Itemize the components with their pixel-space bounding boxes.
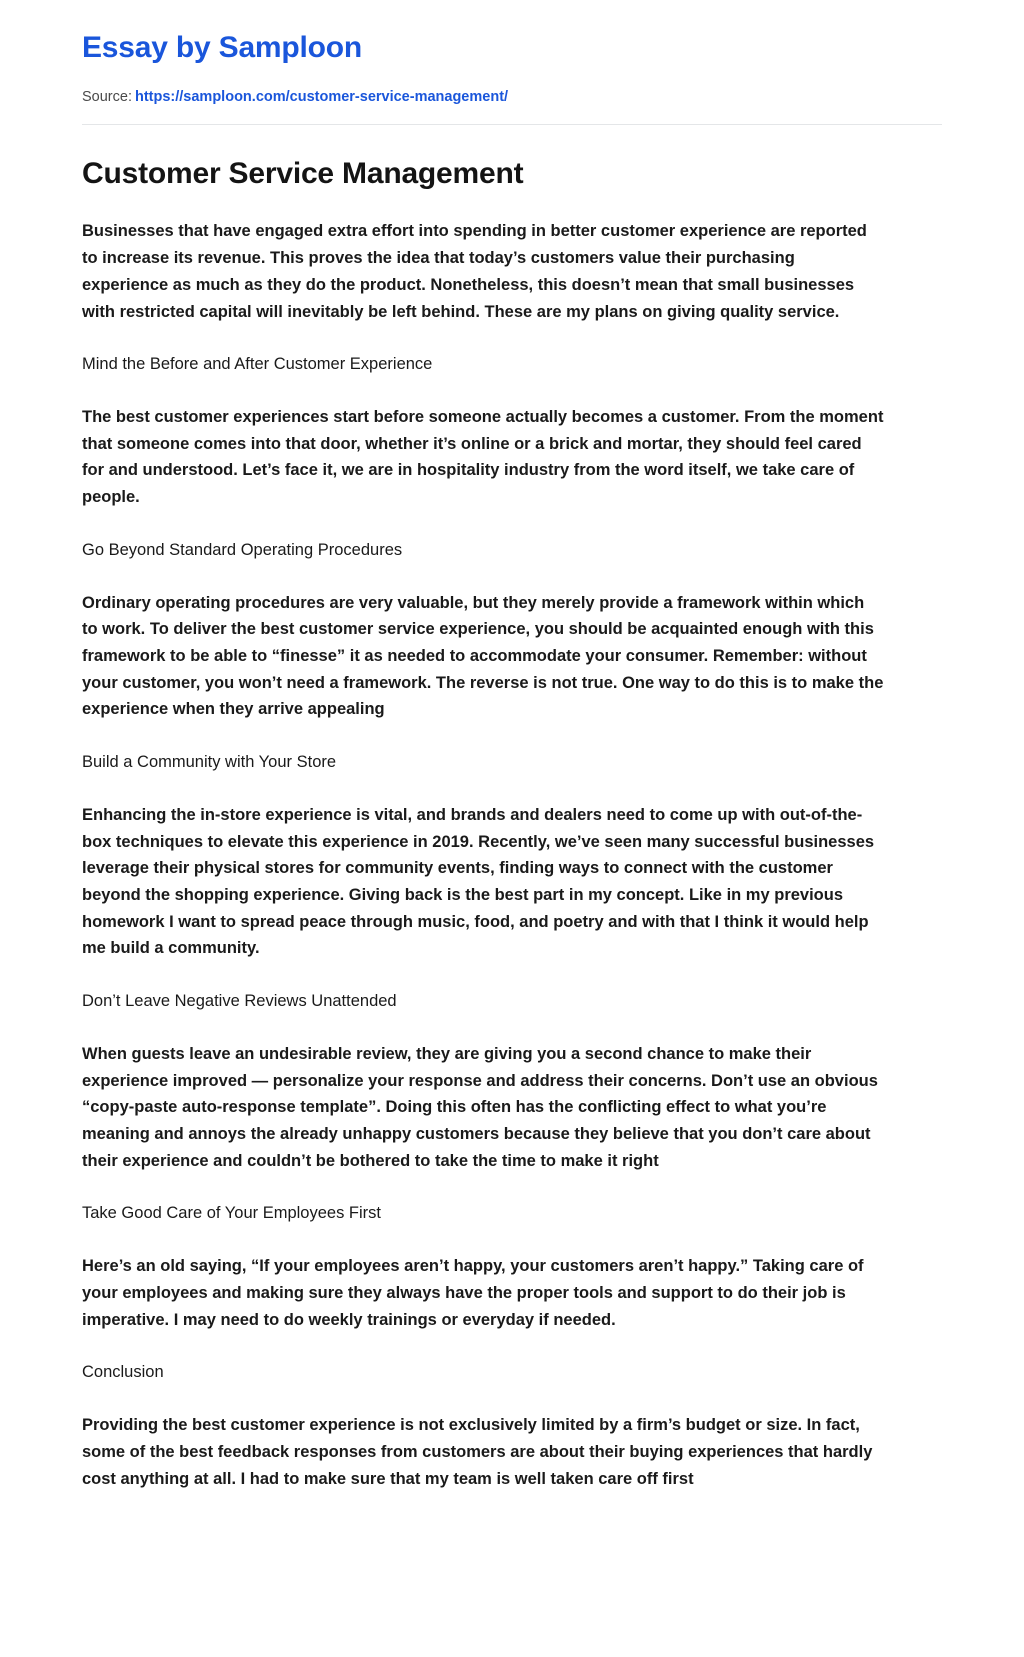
section-subheading xyxy=(82,537,884,564)
subheading-text: Take Good Care of Your Employees First xyxy=(82,1204,381,1223)
body-paragraph xyxy=(82,1253,884,1333)
section-subheading xyxy=(82,1359,884,1386)
subheading-text: Don’t Leave Negative Reviews Unattended xyxy=(82,992,397,1011)
subheading-text: Go Beyond Standard Operating Procedures xyxy=(82,540,403,559)
source-url-link[interactable]: https://samploon.com/customer-service-management/ xyxy=(134,89,509,105)
body-paragraph xyxy=(82,802,884,962)
section-subheading xyxy=(82,351,884,378)
paragraph-text: The best customer experiences start before someone actually becomes a customer. From the moment that someone comes into that door, whether it’s online or a brick and mortar, they should feel cared for and understood. Let’s face it, we are in hospitality industry from the word itself, we take care of people. xyxy=(82,407,884,507)
source-label: Source: xyxy=(82,89,132,105)
page-title: Customer Service Management xyxy=(82,156,524,190)
subheading-text: Build a Community with Your Store xyxy=(82,753,337,772)
paragraph-text: Here’s an old saying, “If your employees aren’t happy, your customers aren’t happy.” Taking care of your employees and making sure they always have the proper tools and support to do their job is imperative. I may need to do weekly trainings or everyday if needed. xyxy=(82,1257,864,1329)
paragraph-text: When guests leave an undesirable review, they are giving you a second chance to make their experience improved — personalize your response and address their concerns. Don’t use an obvious “copy-paste auto-response template”. Doing this often has the conflicting effect to what you’re meaning and annoys the already unhappy customers because they believe that you don’t care about their experience and couldn’t be bothered to take the time to make it right xyxy=(82,1044,878,1170)
section-subheading xyxy=(82,749,884,776)
body-paragraph xyxy=(82,1041,884,1175)
body-paragraph xyxy=(82,590,884,724)
paragraph-text: Enhancing the in-store experience is vital, and brands and dealers need to come up with out-of-the-box techniques to elevate this experience in 2019. Recently, we’ve seen many successful businesses leverage their physical stores for community events, finding ways to connect with the customer beyond the shopping experience. Giving back is the best part in my concept. Like in my previous homework I want to spread peace through music, food, and poetry and with that I think it would help me build a community. xyxy=(82,805,875,958)
essay-body xyxy=(82,218,884,1492)
essay-content xyxy=(0,155,1024,1532)
paragraph-text: Businesses that have engaged extra effort into spending in better customer experience are reported to increase its revenue. This proves the idea that today’s customers value their purchasing experience as much as they do the product. Nonetheless, this doesn’t mean that small businesses with restricted capital will inevitably be left behind. These are my plans on giving quality service. xyxy=(82,222,867,321)
section-subheading xyxy=(82,988,884,1015)
body-paragraph xyxy=(82,1412,884,1492)
source-line xyxy=(82,88,942,107)
body-paragraph xyxy=(82,218,884,325)
subheading-text: Conclusion xyxy=(82,1363,164,1382)
body-paragraph xyxy=(82,404,884,511)
section-subheading xyxy=(82,1200,884,1227)
page-header xyxy=(0,0,1024,107)
subheading-text: Mind the Before and After Customer Experience xyxy=(82,355,433,374)
site-logo[interactable]: Essay by Samploon xyxy=(82,31,363,64)
paragraph-text: Providing the best customer experience is not exclusively limited by a firm’s budget or size. In fact, some of the best feedback responses from customers are about their buying experiences that hardly cost anything at all. I had to make sure that my team is well taken care off first xyxy=(82,1416,873,1488)
paragraph-text: Ordinary operating procedures are very valuable, but they merely provide a framework within which to work. To deliver the best customer service experience, you should be acquainted enough with this framework to be able to “finesse” it as needed to accommodate your consumer. Remember: without your customer, you won’t need a framework. The reverse is not true. One way to do this is to make the experience when they arrive appealing xyxy=(82,593,884,719)
header-divider xyxy=(82,124,942,125)
